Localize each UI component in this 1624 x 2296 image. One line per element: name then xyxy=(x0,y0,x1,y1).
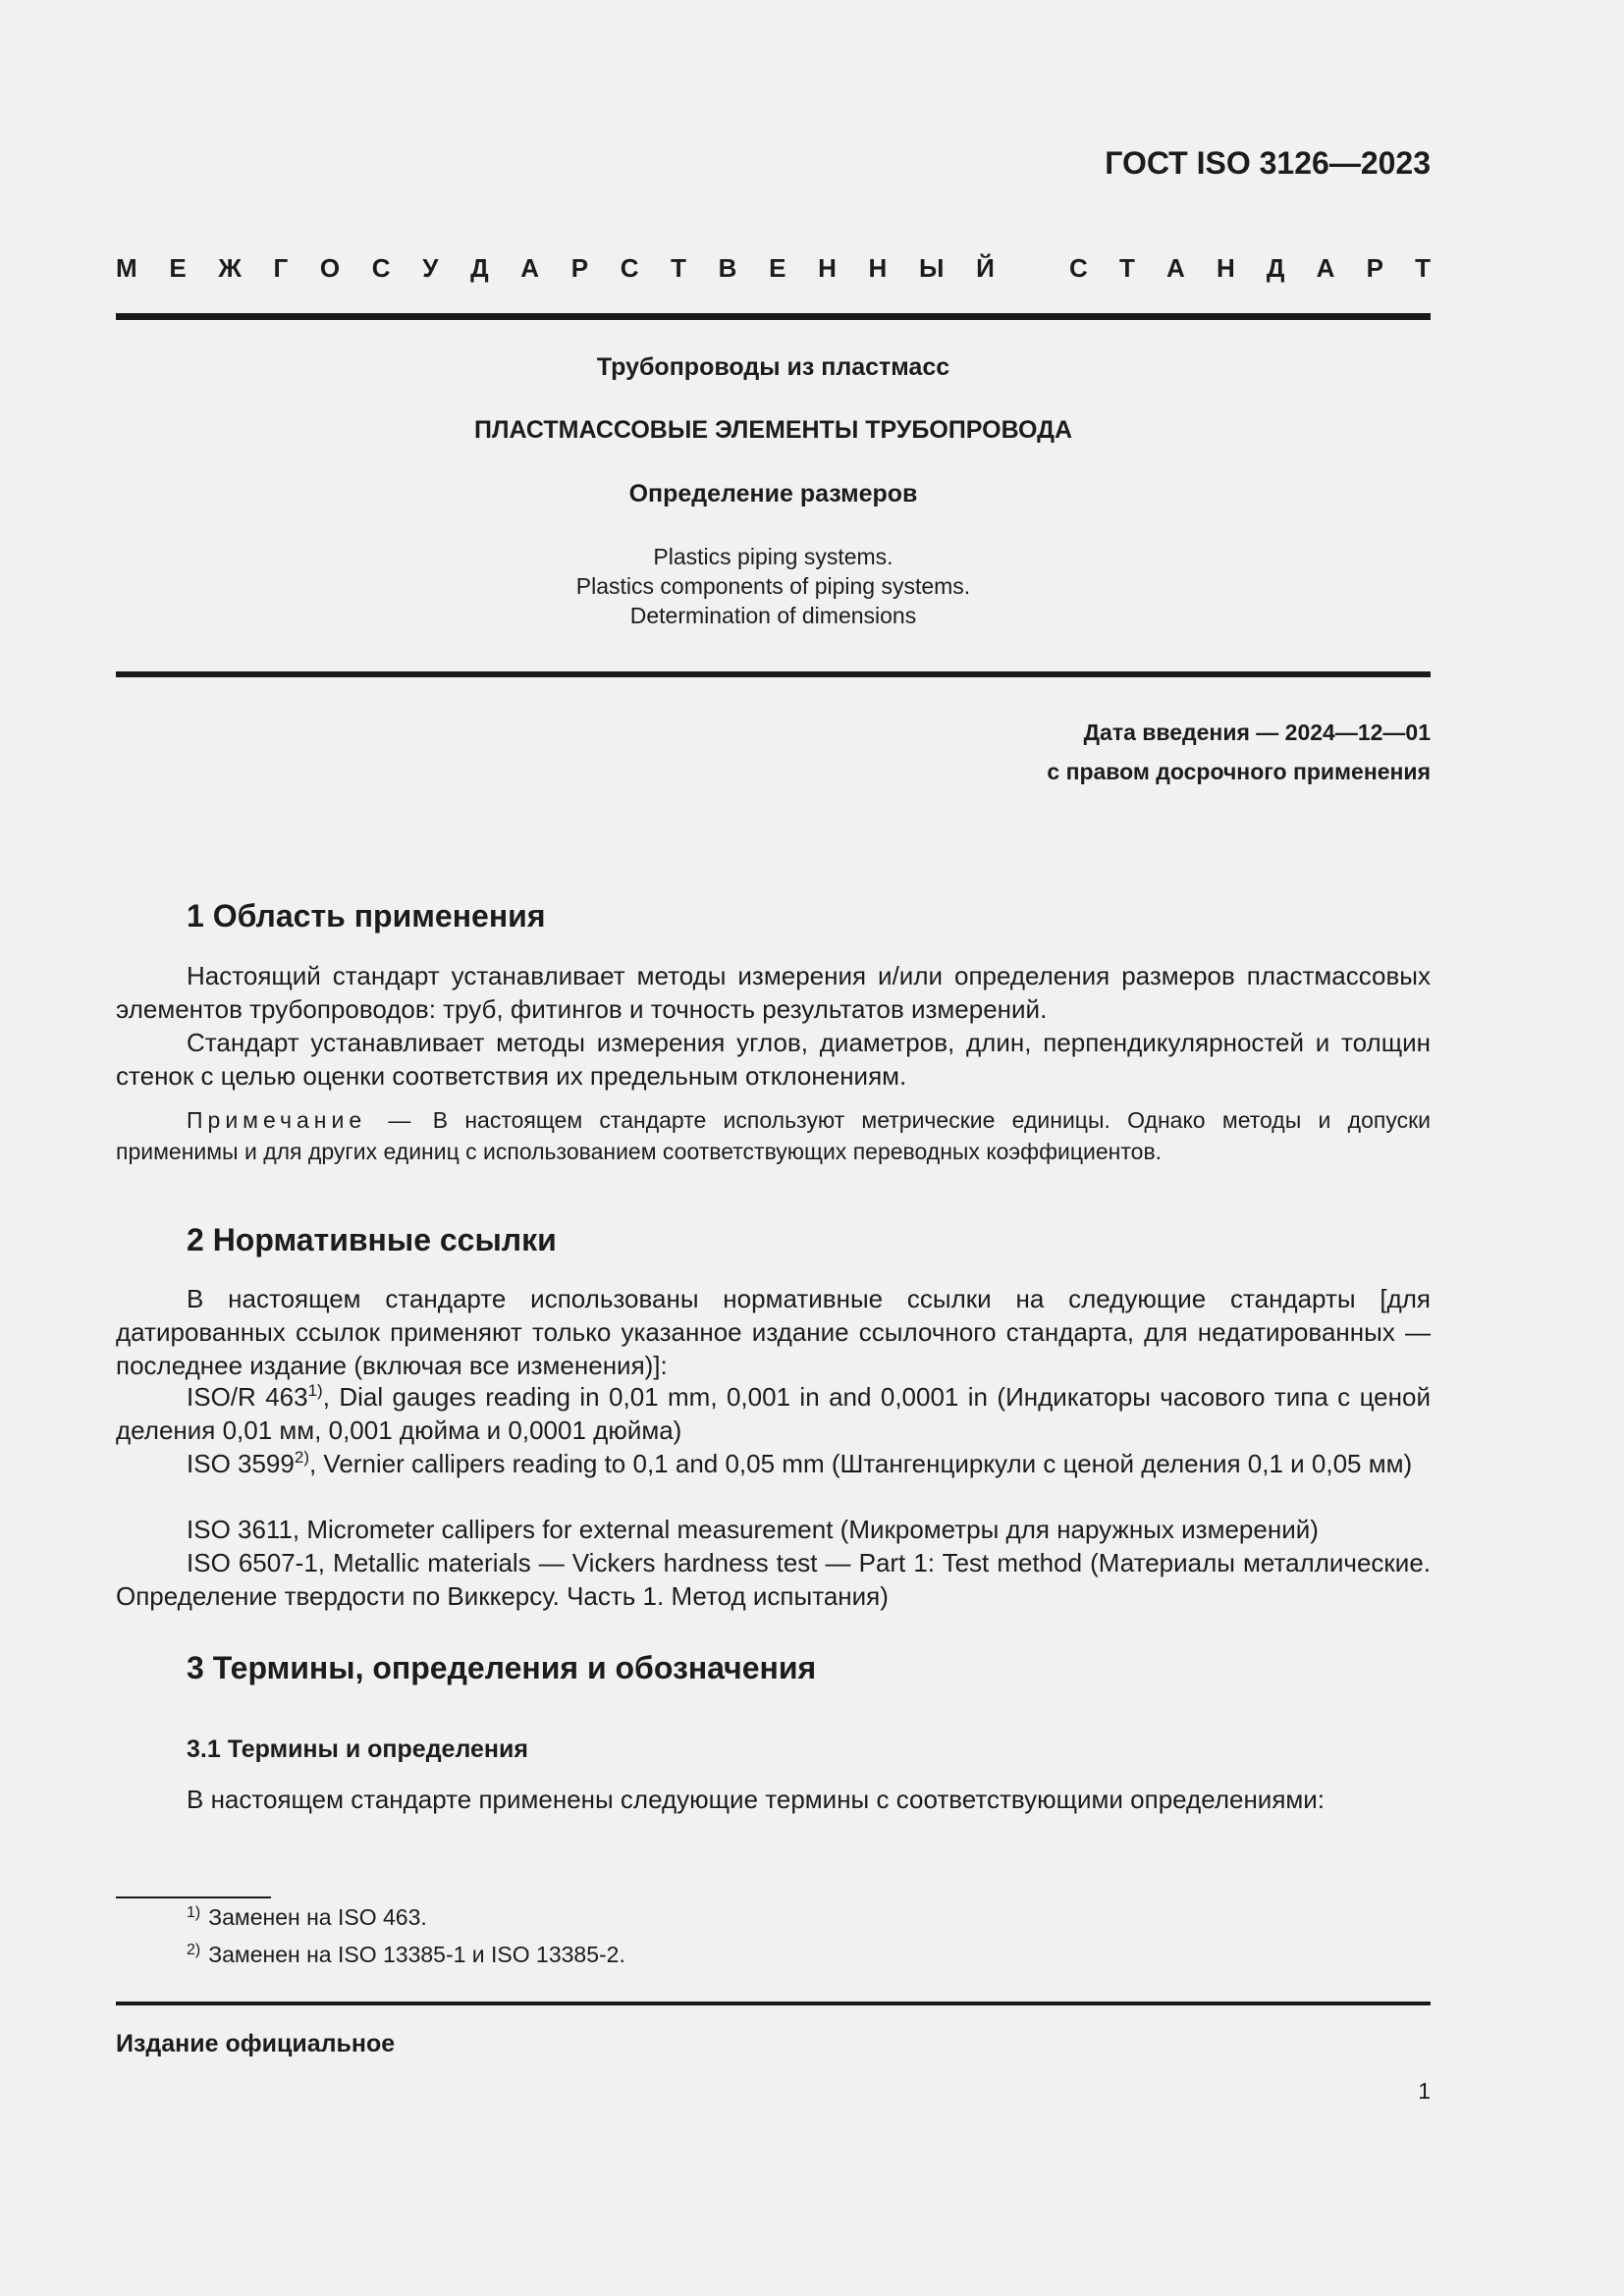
footnote xyxy=(187,1942,625,1968)
reference-text: , Vernier callipers reading to 0,1 and 0,05 mm (Штангенциркули с ценой деления 0,1 и 0,05 мм) xyxy=(308,1449,1413,1478)
english-title-line: Plastics piping systems. xyxy=(653,544,893,569)
footnote-mark: 2) xyxy=(187,1942,201,1958)
early-application: с правом досрочного применения xyxy=(1047,759,1431,784)
heading-letter: Н xyxy=(868,253,888,283)
footnote-mark: 1) xyxy=(307,1381,323,1400)
title-line-2: ПЛАСТМАССОВЫЕ ЭЛЕМЕНТЫ ТРУБОПРОВОДА xyxy=(473,416,1073,444)
reference-code: ISO/R 463 xyxy=(187,1382,308,1412)
footnote xyxy=(187,1904,427,1931)
english-title xyxy=(116,542,1431,630)
section-1-paragraph-2: Стандарт устанавливает методы измерения углов, диаметров, длин, перпендикулярностей и толщин стенок с целью оценки соответствия их предельным отклонениям. xyxy=(116,1028,1431,1091)
heading-letter: О xyxy=(319,253,341,283)
note-text: В настоящем стандарте используют метрические единицы. Однако методы и допуски применимы и для других единиц с использованием соответствующих переводных коэффициентов. xyxy=(116,1107,1431,1164)
heading-letter: С xyxy=(371,253,391,283)
normative-reference: ISO 3611, Micrometer callipers for external measurement (Микрометры для наружных измерений) xyxy=(187,1515,1319,1544)
heading-letter: Е xyxy=(769,253,786,283)
standard-word xyxy=(1069,253,1431,284)
heading-letter: Р xyxy=(570,253,589,283)
interstate-standard-label xyxy=(116,253,1431,284)
title-bottom-rule xyxy=(116,671,1431,677)
heading-letter: С xyxy=(1069,253,1088,283)
heading-letter: У xyxy=(422,253,439,283)
interstate-word xyxy=(116,253,995,284)
normative-reference: ISO 6507-1, Metallic materials — Vickers hardness test — Part 1: Test method (Материалы металлические. Определение твердости по Виккерсу. Часть 1. Метод испытания) xyxy=(116,1548,1431,1611)
heading-letter: Е xyxy=(169,253,187,283)
heading-letter: Н xyxy=(1216,253,1235,283)
footnote-mark: 2) xyxy=(294,1448,309,1467)
english-title-line: Determination of dimensions xyxy=(629,603,917,628)
footnote-text: Заменен на ISO 13385-1 и ISO 13385-2. xyxy=(208,1942,625,1967)
introduction-date-block xyxy=(1047,713,1431,791)
heading-letter: Ж xyxy=(218,253,242,283)
heading-letter: Н xyxy=(818,253,837,283)
footer-rule xyxy=(116,2002,1431,2005)
title-line-3: Определение размеров xyxy=(628,480,918,507)
heading-letter: В xyxy=(718,253,737,283)
top-rule xyxy=(116,313,1431,320)
heading-letter: Й xyxy=(976,253,995,283)
footnote-mark: 1) xyxy=(187,1904,201,1921)
footnote-text: Заменен на ISO 463. xyxy=(208,1904,427,1930)
section-1-heading: 1 Область применения xyxy=(187,898,546,934)
heading-letter: Д xyxy=(1266,253,1285,283)
heading-letter: А xyxy=(1166,253,1185,283)
heading-letter: Т xyxy=(1415,253,1431,283)
subsection-3-1-heading: 3.1 Термины и определения xyxy=(187,1735,528,1763)
heading-letter: Г xyxy=(273,253,289,283)
standard-number: ГОСТ ISO 3126—2023 xyxy=(1105,145,1431,181)
english-title-line: Plastics components of piping systems. xyxy=(575,573,971,599)
heading-letter: Т xyxy=(1118,253,1135,283)
normative-reference xyxy=(116,1380,1431,1447)
section-3-1-intro: В настоящем стандарте применены следующие термины с соответствующими определениями: xyxy=(187,1785,1326,1814)
heading-letter: Д xyxy=(470,253,489,283)
heading-letter: Ы xyxy=(918,253,945,283)
section-2-heading: 2 Нормативные ссылки xyxy=(187,1222,557,1257)
reference-text: , Dial gauges reading in 0,01 mm, 0,001 in and 0,0001 in (Индикаторы часового типа с ценой деления 0,01 мм, 0,001 дюйма и 0,0001 дюйма) xyxy=(116,1382,1431,1445)
section-1-note xyxy=(116,1104,1431,1167)
section-1-paragraph-1: Настоящий стандарт устанавливает методы измерения и/или определения размеров пластмассовых элементов трубопроводов: труб, фитингов и точность результатов измерений. xyxy=(116,961,1431,1024)
note-label: Примечание — xyxy=(187,1107,416,1133)
page-number: 1 xyxy=(1418,2078,1431,2104)
normative-reference xyxy=(116,1447,1431,1480)
section-2-intro: В настоящем стандарте использованы нормативные ссылки на следующие стандарты [для датированных ссылок применяют только указанное издание ссылочного стандарта, для недатированных — последнее издание (включая все изменения)]: xyxy=(116,1284,1431,1380)
heading-letter: А xyxy=(520,253,540,283)
heading-letter: Т xyxy=(671,253,687,283)
reference-code: ISO 3599 xyxy=(187,1449,295,1478)
introduction-date: Дата введения — 2024—12—01 xyxy=(1083,720,1431,745)
official-edition: Издание официальное xyxy=(116,2030,396,2057)
section-3-heading: 3 Термины, определения и обозначения xyxy=(187,1650,817,1685)
heading-letter: М xyxy=(116,253,137,283)
title-line-1: Трубопроводы из пластмасс xyxy=(596,353,950,381)
heading-letter: С xyxy=(620,253,639,283)
footnote-separator xyxy=(116,1896,271,1898)
heading-letter: Р xyxy=(1366,253,1383,283)
heading-letter: А xyxy=(1316,253,1335,283)
